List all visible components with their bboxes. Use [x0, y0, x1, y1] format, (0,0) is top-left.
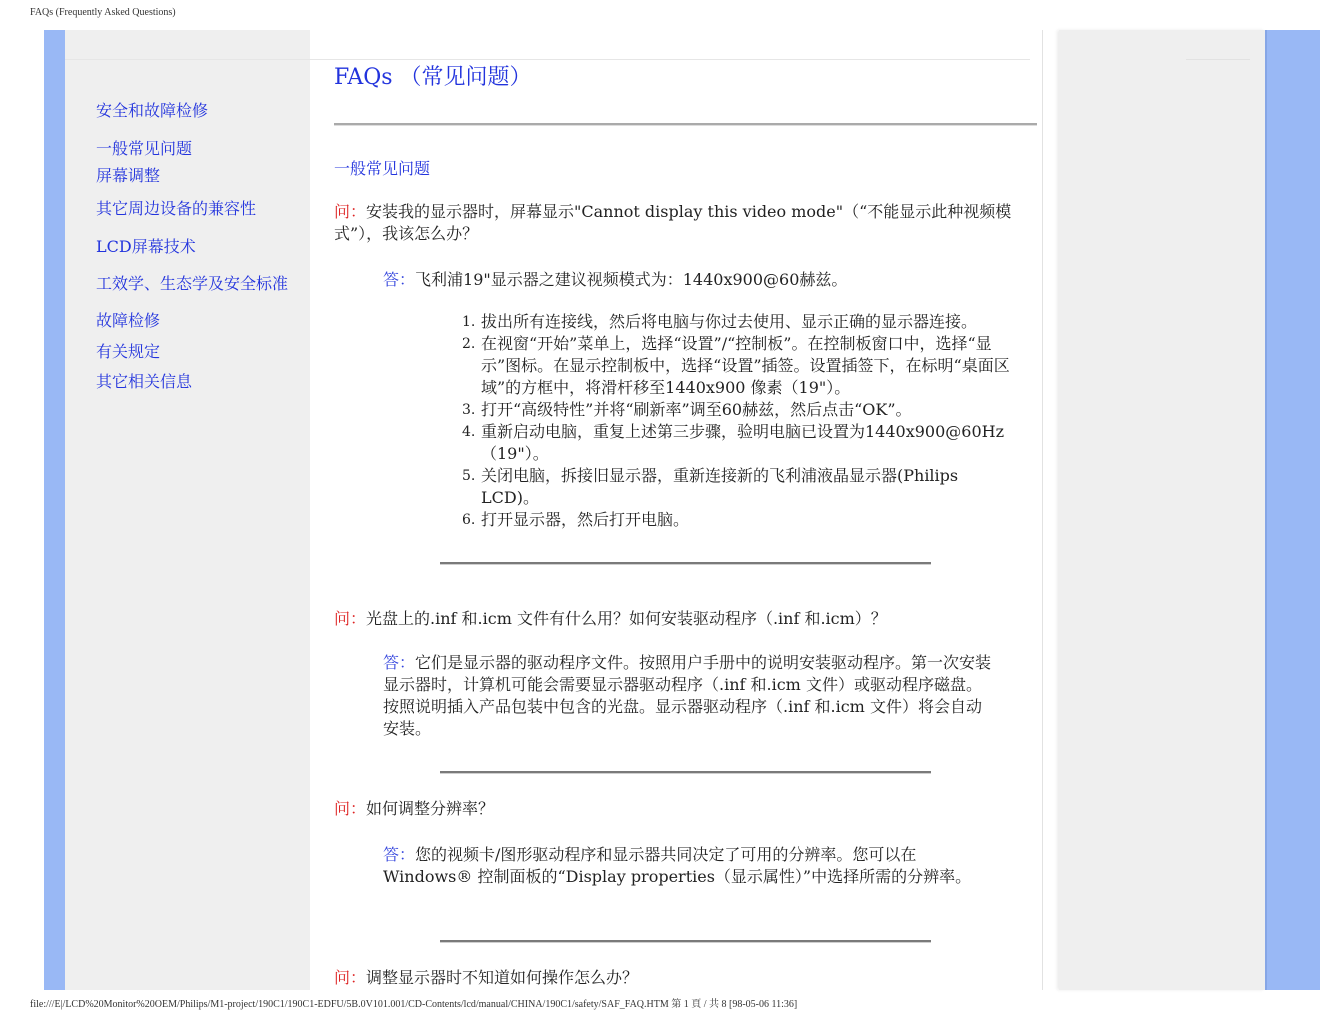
faq-answer-1	[383, 269, 1023, 291]
answer-text: 它们是显示器的驱动程序文件。按照用户手册中的说明安装驱动程序。第一次安装显示器时，计算机可能会需要显示器驱动程序（.inf 和.icm 文件）或驱动程序磁盘。按照说明插入产品包装中包含的光盘。显示器驱动程序（.inf 和.icm 文件）将会自动安装。	[383, 653, 992, 738]
faq-answer-2	[383, 652, 995, 740]
sidebar-item-other-info[interactable]: 其它相关信息	[96, 372, 193, 391]
answer-text: 飞利浦19"显示器之建议视频模式为：1440x900@60赫兹。	[415, 270, 848, 289]
answer-marker: 答：	[383, 845, 416, 864]
content-divider	[1042, 30, 1043, 990]
faq-question-3	[334, 798, 1034, 820]
sidebar-item-lcd-technology[interactable]: LCD屏幕技术	[96, 237, 196, 256]
title-divider	[334, 123, 1037, 126]
answer-marker: 答：	[383, 653, 416, 672]
step-number: 1.	[462, 314, 476, 330]
question-text: 安装我的显示器时，屏幕显示"Cannot display this video mode"（“不能显示此种视频模式”），我该怎么办？	[334, 202, 1012, 243]
step-number: 3.	[462, 402, 476, 418]
question-marker: 问：	[334, 799, 367, 818]
faq-question-2	[334, 608, 1034, 630]
page-title: FAQs （常见问题）	[334, 65, 532, 90]
faq-separator	[440, 771, 931, 774]
step-number: 4.	[462, 424, 476, 440]
step-text: 重新启动电脑，重复上述第三步骤，验明电脑已设置为1440x900@60Hz（19"）。	[481, 422, 1005, 463]
faq-question-4	[334, 967, 1034, 989]
list-item	[462, 421, 1006, 465]
right-blue-band	[1265, 30, 1320, 990]
question-marker: 问：	[334, 609, 367, 628]
answer-marker: 答：	[383, 270, 416, 289]
print-footer: file:///E|/LCD%20Monitor%20OEM/Philips/M1-project/190C1/190C1-EDFU/5B.0V101.001/CD-Contents/lcd/manual/CHINA/190C1/safety/SAF_FAQ.HTM 第 1 頁 / 共 8 [98-05-06 11:36]	[30, 999, 798, 1010]
step-text: 关闭电脑，拆接旧显示器，重新连接新的飞利浦液晶显示器(Philips LCD)。	[481, 466, 959, 507]
list-item	[462, 311, 1022, 333]
question-text: 如何调整分辨率？	[366, 799, 495, 818]
sidebar-item-screen-adjustment[interactable]: 屏幕调整	[96, 166, 161, 185]
answer-text: 您的视频卡/图形驱动程序和显示器共同决定了可用的分辨率。您可以在Windows® 控制面板的“Display properties（显示属性）”中选择所需的分辨率。	[383, 845, 972, 886]
step-text: 在视窗“开始”菜单上，选择“设置”/“控制板”。在控制板窗口中，选择“显示”图标。在显示控制板中，选择“设置”插签。设置插签下，在标明“桌面区域”的方框中，将滑杆移至1440x900 像素（19"）。	[481, 334, 1010, 397]
list-item	[462, 465, 1006, 509]
step-number: 6.	[462, 512, 476, 528]
question-marker: 问：	[334, 968, 367, 987]
sidebar-item-safety-troubleshooting[interactable]: 安全和故障检修	[96, 101, 209, 120]
sidebar-item-regulations[interactable]: 有关规定	[96, 342, 161, 361]
question-text: 调整显示器时不知道如何操作怎么办？	[366, 968, 639, 987]
faq-question-1	[334, 201, 1034, 245]
right-gray-band	[1059, 30, 1265, 990]
step-text: 打开“高级特性”并将“刷新率”调至60赫兹，然后点击“OK”。	[481, 400, 912, 419]
sidebar-item-general-faq[interactable]: 一般常见问题	[96, 139, 193, 158]
left-blue-band	[44, 30, 65, 990]
sidebar-item-troubleshooting[interactable]: 故障检修	[96, 311, 161, 330]
list-item	[462, 333, 1022, 399]
list-item	[462, 509, 1022, 531]
faq-separator	[440, 562, 931, 565]
faq-answer-3	[383, 844, 979, 888]
question-text: 光盘上的.inf 和.icm 文件有什么用？如何安装驱动程序（.inf 和.icm）？	[366, 609, 887, 628]
step-number: 2.	[462, 336, 476, 352]
step-text: 打开显示器，然后打开电脑。	[481, 510, 690, 529]
step-text: 拔出所有连接线，然后将电脑与你过去使用、显示正确的显示器连接。	[481, 312, 978, 331]
top-rule	[65, 59, 1030, 60]
question-marker: 问：	[334, 202, 367, 221]
list-item	[462, 399, 1022, 421]
print-header: FAQs (Frequently Asked Questions)	[30, 7, 176, 18]
top-rule-right	[1186, 59, 1250, 60]
step-number: 5.	[462, 468, 476, 484]
sidebar-item-ergonomics-standards[interactable]: 工效学、生态学及安全标准	[96, 274, 289, 293]
steps-list	[462, 311, 1022, 531]
section-heading: 一般常见问题	[334, 159, 431, 178]
sidebar-item-peripheral-compatibility[interactable]: 其它周边设备的兼容性	[96, 199, 257, 218]
faq-separator	[440, 940, 931, 943]
